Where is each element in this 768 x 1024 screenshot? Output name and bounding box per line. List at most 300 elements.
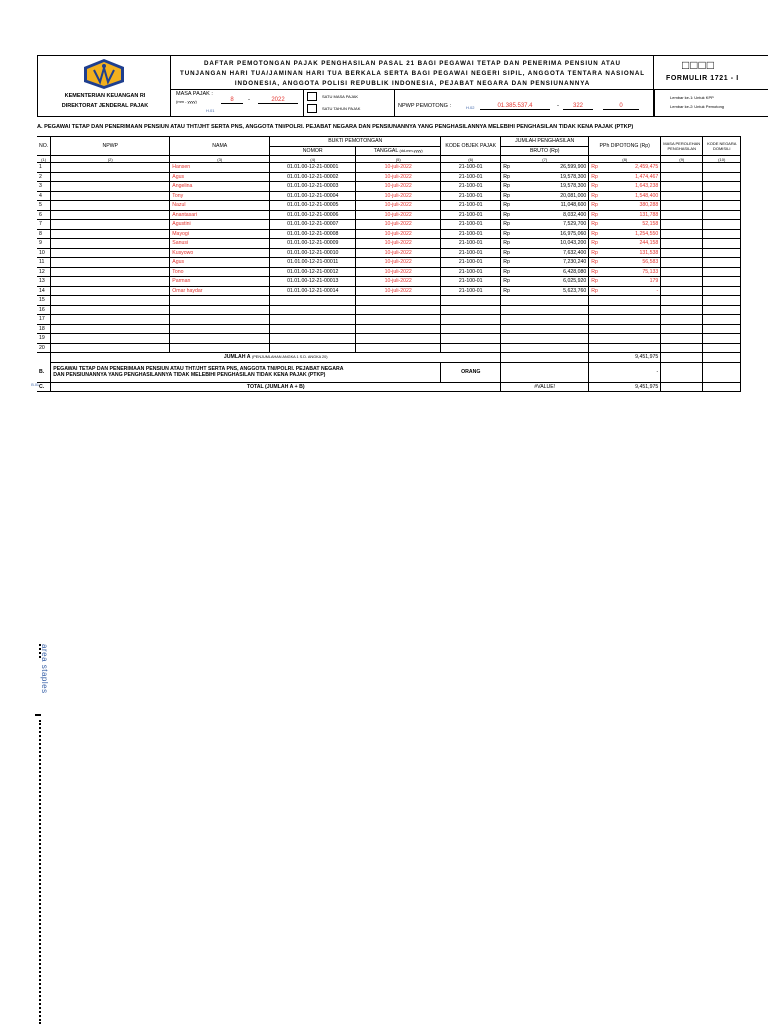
pph-currency: Rp bbox=[591, 183, 598, 190]
bruto-value: 19,578,300 bbox=[560, 173, 587, 180]
row-masa-cell[interactable] bbox=[661, 277, 703, 287]
row-negara-cell[interactable] bbox=[703, 343, 741, 353]
col-negara-header: KODE NEGARA DOMISILI bbox=[703, 137, 741, 156]
bruto-value: 19,578,300 bbox=[560, 183, 587, 190]
row-masa-cell[interactable] bbox=[661, 286, 703, 296]
row-nomor[interactable] bbox=[270, 343, 356, 353]
row-nomor[interactable] bbox=[270, 324, 356, 334]
row-nama[interactable] bbox=[170, 296, 270, 306]
row-pph[interactable] bbox=[589, 334, 661, 344]
row-nomor[interactable]: 01.01.00-12-21-00013 bbox=[270, 277, 356, 287]
npwp-zero-field[interactable]: 0 bbox=[603, 103, 639, 110]
row-kode[interactable]: 21-100-01 bbox=[441, 220, 501, 230]
table-row bbox=[37, 258, 741, 268]
row-negara-cell[interactable] bbox=[703, 172, 741, 182]
row-pph[interactable] bbox=[589, 277, 661, 287]
row-masa-cell[interactable] bbox=[661, 315, 703, 325]
row-nama[interactable] bbox=[170, 315, 270, 325]
row-kode[interactable]: 21-100-01 bbox=[441, 286, 501, 296]
row-bruto[interactable] bbox=[501, 267, 589, 277]
row-negara-cell[interactable] bbox=[703, 258, 741, 268]
row-negara-cell[interactable] bbox=[703, 248, 741, 258]
row-negara-cell[interactable] bbox=[703, 296, 741, 306]
row-kode[interactable]: 21-100-01 bbox=[441, 182, 501, 192]
row-nama[interactable] bbox=[170, 324, 270, 334]
row-nomor[interactable]: 01.01.00-12-21-00007 bbox=[270, 220, 356, 230]
lembar-2-value: : Untuk Pemotong bbox=[692, 104, 725, 109]
row-kode[interactable]: 21-100-01 bbox=[441, 163, 501, 173]
row-bruto[interactable] bbox=[501, 305, 589, 315]
header-logo-box bbox=[37, 55, 171, 117]
row-no: 1 bbox=[37, 163, 51, 173]
row-tanggal[interactable] bbox=[356, 296, 441, 306]
bruto-value: 6,025,920 bbox=[563, 278, 587, 285]
row-no: 19 bbox=[37, 334, 51, 344]
row-tanggal[interactable] bbox=[356, 324, 441, 334]
npwp-branch-field[interactable]: 322 bbox=[563, 103, 593, 110]
pph-currency: Rp bbox=[591, 278, 598, 285]
col-num-2: (2) bbox=[51, 156, 170, 163]
bruto-currency: Rp bbox=[503, 192, 510, 199]
row-pph[interactable] bbox=[589, 296, 661, 306]
col-num-3: (3) bbox=[170, 156, 270, 163]
row-bruto[interactable] bbox=[501, 163, 589, 173]
pph-currency: Rp bbox=[591, 230, 598, 237]
row-tanggal[interactable]: 10-juli-2022 bbox=[356, 267, 441, 277]
bruto-value: 5,623,760 bbox=[563, 287, 587, 294]
row-tanggal[interactable] bbox=[356, 305, 441, 315]
row-nomor[interactable]: 01.01.00-12-21-00014 bbox=[270, 286, 356, 296]
row-no: 20 bbox=[37, 343, 51, 353]
col-nomor-header: NOMOR bbox=[270, 146, 356, 156]
row-masa-cell[interactable] bbox=[661, 334, 703, 344]
section-b-row bbox=[37, 362, 741, 382]
row-npwp-cell[interactable] bbox=[51, 258, 170, 268]
row-npwp-cell[interactable] bbox=[51, 277, 170, 287]
row-kode[interactable]: 21-100-01 bbox=[441, 201, 501, 211]
section-b-negara bbox=[703, 362, 741, 382]
row-bruto[interactable] bbox=[501, 239, 589, 249]
row-pph[interactable] bbox=[589, 315, 661, 325]
pph-currency: Rp bbox=[591, 249, 598, 256]
staple-dotted-line bbox=[39, 720, 41, 1024]
row-npwp-cell[interactable] bbox=[51, 286, 170, 296]
row-bruto[interactable] bbox=[501, 191, 589, 201]
row-masa-cell[interactable] bbox=[661, 229, 703, 239]
form-code-boxes: □□□□ bbox=[682, 58, 715, 72]
row-kode[interactable] bbox=[441, 343, 501, 353]
row-nomor[interactable]: 01.01.00-12-21-00009 bbox=[270, 239, 356, 249]
row-npwp-cell[interactable] bbox=[51, 324, 170, 334]
row-masa-cell[interactable] bbox=[661, 210, 703, 220]
row-tanggal[interactable]: 10-juli-2022 bbox=[356, 210, 441, 220]
title-line-1: DAFTAR PEMOTONGAN PAJAK PENGHASILAN PASAL 21 BAGI PEGAWAI TETAP DAN PENERIMA PENSIUN ATAU bbox=[204, 60, 621, 67]
row-negara-cell[interactable] bbox=[703, 315, 741, 325]
row-masa-cell[interactable] bbox=[661, 324, 703, 334]
row-pph[interactable] bbox=[589, 172, 661, 182]
section-b-masa bbox=[661, 362, 703, 382]
bruto-value: 20,081,000 bbox=[560, 192, 587, 199]
bruto-currency: Rp bbox=[503, 202, 510, 209]
table-row bbox=[37, 315, 741, 325]
table-row bbox=[37, 220, 741, 230]
row-bruto[interactable] bbox=[501, 258, 589, 268]
row-nama[interactable]: Agus bbox=[170, 258, 270, 268]
bruto-currency: Rp bbox=[503, 173, 510, 180]
row-no: 18 bbox=[37, 324, 51, 334]
row-tanggal[interactable]: 10-juli-2022 bbox=[356, 258, 441, 268]
row-masa-cell[interactable] bbox=[661, 182, 703, 192]
row-kode[interactable] bbox=[441, 334, 501, 344]
row-npwp-cell[interactable] bbox=[51, 334, 170, 344]
pph-currency: Rp bbox=[591, 221, 598, 228]
row-bruto[interactable] bbox=[501, 248, 589, 258]
row-negara-cell[interactable] bbox=[703, 229, 741, 239]
bruto-currency: Rp bbox=[503, 183, 510, 190]
row-pph[interactable] bbox=[589, 324, 661, 334]
row-negara-cell[interactable] bbox=[703, 201, 741, 211]
row-bruto[interactable] bbox=[501, 334, 589, 344]
row-tanggal[interactable]: 10-juli-2022 bbox=[356, 163, 441, 173]
row-nama[interactable]: Tono bbox=[170, 267, 270, 277]
bruto-value: 6,428,080 bbox=[563, 268, 587, 275]
row-bruto[interactable] bbox=[501, 220, 589, 230]
row-masa-cell[interactable] bbox=[661, 201, 703, 211]
jumlah-a-negara bbox=[703, 353, 741, 363]
jumlah-a-label-cell bbox=[51, 353, 501, 363]
row-nama[interactable] bbox=[170, 343, 270, 353]
row-kode[interactable] bbox=[441, 305, 501, 315]
row-bruto[interactable] bbox=[501, 296, 589, 306]
masa-year-field[interactable]: 2022 bbox=[258, 97, 298, 104]
row-no: 5 bbox=[37, 201, 51, 211]
bruto-currency: Rp bbox=[503, 287, 510, 294]
section-b-text-1: PEGAWAI TETAP DAN PENERIMAAN PENSIUN ATAU THT/JHT SERTA PNS, ANGGOTA TNI/POLRI. PEJABAT NEGARA bbox=[53, 366, 344, 372]
row-nama[interactable]: Nazul bbox=[170, 201, 270, 211]
section-b-unit-cell bbox=[441, 362, 501, 382]
col-jumlah-header: JUMLAH PENGHASILAN bbox=[501, 137, 589, 147]
row-kode[interactable]: 21-100-01 bbox=[441, 277, 501, 287]
section-b-letter: B. bbox=[37, 362, 51, 382]
row-bruto[interactable] bbox=[501, 277, 589, 287]
row-negara-cell[interactable] bbox=[703, 324, 741, 334]
row-nama[interactable]: Anantasari bbox=[170, 210, 270, 220]
col-masa-header: MASA PEROLEHAN PENGHASILAN bbox=[661, 137, 703, 156]
bruto-currency: Rp bbox=[503, 211, 510, 218]
npwp-dash: - bbox=[557, 103, 559, 109]
row-tanggal[interactable]: 10-juli-2022 bbox=[356, 191, 441, 201]
row-kode[interactable]: 21-100-01 bbox=[441, 239, 501, 249]
row-pph[interactable] bbox=[589, 305, 661, 315]
row-bruto[interactable] bbox=[501, 201, 589, 211]
pph-currency: Rp bbox=[591, 164, 598, 171]
row-nomor[interactable] bbox=[270, 334, 356, 344]
tanggal-format: (dd-mm-yyyy) bbox=[399, 148, 423, 153]
jumlah-a-blank bbox=[37, 353, 51, 363]
row-masa-cell[interactable] bbox=[661, 258, 703, 268]
row-bruto[interactable] bbox=[501, 182, 589, 192]
row-masa-cell[interactable] bbox=[661, 191, 703, 201]
masa-dash: - bbox=[248, 97, 250, 103]
row-kode[interactable]: 21-100-01 bbox=[441, 210, 501, 220]
row-negara-cell[interactable] bbox=[703, 191, 741, 201]
table-row bbox=[37, 172, 741, 182]
table-row bbox=[37, 286, 741, 296]
row-tanggal[interactable]: 10-juli-2022 bbox=[356, 172, 441, 182]
row-negara-cell[interactable] bbox=[703, 267, 741, 277]
row-nama[interactable] bbox=[170, 305, 270, 315]
row-npwp-cell[interactable] bbox=[51, 305, 170, 315]
row-kode[interactable]: 21-100-01 bbox=[441, 229, 501, 239]
row-tanggal[interactable]: 10-juli-2022 bbox=[356, 239, 441, 249]
row-pph[interactable] bbox=[589, 258, 661, 268]
row-npwp-cell[interactable] bbox=[51, 210, 170, 220]
pph-value: 75,133 bbox=[642, 268, 659, 275]
table-row bbox=[37, 163, 741, 173]
row-negara-cell[interactable] bbox=[703, 334, 741, 344]
pph-currency: Rp bbox=[591, 173, 598, 180]
table-row bbox=[37, 239, 741, 249]
jumlah-a-note: (PENJUMLAHAN ANGKA 1 S.D. ANGKA 20) bbox=[251, 355, 328, 360]
row-nomor[interactable]: 01.01.00-12-21-00003 bbox=[270, 182, 356, 192]
satu-masa-label: SATU MASA PAJAK bbox=[322, 94, 359, 99]
pph-currency: Rp bbox=[591, 192, 598, 199]
row-masa-cell[interactable] bbox=[661, 163, 703, 173]
bruto-value: 26,599,900 bbox=[560, 164, 587, 171]
row-nomor[interactable]: 01.01.00-12-21-00004 bbox=[270, 191, 356, 201]
row-tanggal[interactable] bbox=[356, 334, 441, 344]
row-tanggal[interactable]: 10-juli-2022 bbox=[356, 286, 441, 296]
row-negara-cell[interactable] bbox=[703, 305, 741, 315]
section-a-title: A. PEGAWAI TETAP DAN PENERIMAAN PENSIUN ATAU THT/JHT SERTA PNS, ANGGOTA TNI/POLRI. PEJABAT NEGARA DAN PENSIUNANNYA YANG PENGHASILANNYA MELEBIHI PENGHASILAN TIDAK KENA PAJAK (PTKP) bbox=[37, 124, 634, 130]
table-row bbox=[37, 267, 741, 277]
kemenkeu-logo bbox=[80, 58, 128, 90]
table-row bbox=[37, 191, 741, 201]
total-pph: 9,451,975 bbox=[589, 382, 661, 392]
row-nomor[interactable]: 01.01.00-12-21-00012 bbox=[270, 267, 356, 277]
row-npwp-cell[interactable] bbox=[51, 267, 170, 277]
row-pph[interactable] bbox=[589, 220, 661, 230]
row-tanggal[interactable] bbox=[356, 315, 441, 325]
row-kode[interactable]: 21-100-01 bbox=[441, 248, 501, 258]
row-npwp-cell[interactable] bbox=[51, 172, 170, 182]
row-pph[interactable] bbox=[589, 343, 661, 353]
row-pph[interactable] bbox=[589, 210, 661, 220]
total-negara bbox=[703, 382, 741, 392]
row-nama[interactable]: Omar haydar bbox=[170, 286, 270, 296]
row-kode[interactable]: 21-100-01 bbox=[441, 172, 501, 182]
row-pph[interactable] bbox=[589, 248, 661, 258]
table-row bbox=[37, 277, 741, 287]
tanggal-label: TANGGAL bbox=[373, 147, 399, 154]
table-row bbox=[37, 182, 741, 192]
row-npwp-cell[interactable] bbox=[51, 343, 170, 353]
row-pph[interactable] bbox=[589, 191, 661, 201]
row-nomor[interactable]: 01.01.00-12-21-00008 bbox=[270, 229, 356, 239]
row-pph[interactable] bbox=[589, 182, 661, 192]
row-masa-cell[interactable] bbox=[661, 172, 703, 182]
row-negara-cell[interactable] bbox=[703, 286, 741, 296]
row-pph[interactable] bbox=[589, 229, 661, 239]
col-bukti-header: BUKTI PEMOTONGAN bbox=[270, 137, 441, 147]
bruto-currency: Rp bbox=[503, 249, 510, 256]
table-row bbox=[37, 248, 741, 258]
masa-month-field[interactable]: 8 bbox=[221, 97, 243, 104]
row-tanggal[interactable]: 10-juli-2022 bbox=[356, 182, 441, 192]
row-bruto[interactable] bbox=[501, 286, 589, 296]
row-npwp-cell[interactable] bbox=[51, 296, 170, 306]
row-nama[interactable]: Sanusi bbox=[170, 239, 270, 249]
row-kode[interactable]: 21-100-01 bbox=[441, 267, 501, 277]
satu-tahun-checkbox[interactable] bbox=[307, 104, 317, 113]
pph-value: 1,474,467 bbox=[635, 173, 659, 180]
row-npwp-cell[interactable] bbox=[51, 229, 170, 239]
row-nomor[interactable]: 01.01.00-12-21-00006 bbox=[270, 210, 356, 220]
bruto-currency: Rp bbox=[503, 230, 510, 237]
section-b-bruto bbox=[501, 362, 589, 382]
row-nomor[interactable] bbox=[270, 296, 356, 306]
row-nomor[interactable] bbox=[270, 315, 356, 325]
col-num-10: (10) bbox=[703, 156, 741, 163]
bruto-value: 10,043,200 bbox=[560, 240, 587, 247]
section-b-pph: - bbox=[589, 362, 661, 382]
row-kode[interactable] bbox=[441, 296, 501, 306]
pph-currency: Rp bbox=[591, 240, 598, 247]
jumlah-a-masa bbox=[661, 353, 703, 363]
row-masa-cell[interactable] bbox=[661, 239, 703, 249]
row-nama[interactable]: Hansen bbox=[170, 163, 270, 173]
row-npwp-cell[interactable] bbox=[51, 163, 170, 173]
row-nomor[interactable] bbox=[270, 305, 356, 315]
row-nomor[interactable]: 01.01.00-12-21-00010 bbox=[270, 248, 356, 258]
row-masa-cell[interactable] bbox=[661, 305, 703, 315]
pph-currency: Rp bbox=[591, 268, 598, 275]
row-bruto[interactable] bbox=[501, 343, 589, 353]
col-no-header: NO. bbox=[37, 137, 51, 156]
row-npwp-cell[interactable] bbox=[51, 201, 170, 211]
row-npwp-cell[interactable] bbox=[51, 315, 170, 325]
row-npwp-cell[interactable] bbox=[51, 182, 170, 192]
row-nama[interactable] bbox=[170, 334, 270, 344]
row-negara-cell[interactable] bbox=[703, 239, 741, 249]
row-nomor[interactable]: 01.01.00-12-21-00011 bbox=[270, 258, 356, 268]
row-masa-cell[interactable] bbox=[661, 248, 703, 258]
row-pph[interactable] bbox=[589, 201, 661, 211]
row-bruto[interactable] bbox=[501, 229, 589, 239]
row-nama[interactable]: Angelina bbox=[170, 182, 270, 192]
row-masa-cell[interactable] bbox=[661, 267, 703, 277]
bruto-value: 11,048,600 bbox=[560, 202, 587, 209]
row-negara-cell[interactable] bbox=[703, 182, 741, 192]
npwp-pemotong-label: NPWP PEMOTONG : bbox=[398, 103, 451, 109]
pph-value: 131,788 bbox=[639, 211, 659, 218]
title-line-2: TUNJANGAN HARI TUA/JAMINAN HARI TUA BERKALA SERTA BAGI PEGAWAI NEGERI SIPIL, ANGGOTA TENTARA NASIONAL bbox=[180, 70, 645, 77]
bruto-value: 16,975,060 bbox=[560, 230, 587, 237]
pph-value: 380,288 bbox=[639, 202, 659, 209]
h01-code: H.01 bbox=[206, 108, 215, 113]
title-line-3: INDONESIA, ANGGOTA POLISI REPUBLIK INDONESIA, PEJABAT NEGARA DAN PENSIUNANNYA bbox=[234, 80, 591, 87]
col-num-1: (1) bbox=[37, 156, 51, 163]
pph-value: 52,158 bbox=[642, 221, 659, 228]
row-negara-cell[interactable] bbox=[703, 210, 741, 220]
row-kode[interactable] bbox=[441, 315, 501, 325]
section-b-text-2: DAN PENSIUNANNYA YANG PENGHASILANNYA TIDAK MELEBIHI PENGHASILAN TIDAK KENA PAJAK (PTKP) bbox=[53, 372, 326, 378]
row-bruto[interactable] bbox=[501, 172, 589, 182]
row-kode[interactable]: 21-100-01 bbox=[441, 258, 501, 268]
table-row bbox=[37, 334, 741, 344]
row-pph[interactable] bbox=[589, 286, 661, 296]
pph-currency: Rp bbox=[591, 211, 598, 218]
row-tanggal[interactable] bbox=[356, 343, 441, 353]
row-no: 15 bbox=[37, 296, 51, 306]
row-tanggal[interactable]: 10-juli-2022 bbox=[356, 201, 441, 211]
row-nomor[interactable]: 01.01.00-12-21-00005 bbox=[270, 201, 356, 211]
bruto-value: 7,230,240 bbox=[563, 259, 587, 266]
row-masa-cell[interactable] bbox=[661, 343, 703, 353]
row-bruto[interactable] bbox=[501, 315, 589, 325]
jumlah-a-row bbox=[37, 353, 741, 363]
row-kode[interactable] bbox=[441, 324, 501, 334]
row-tanggal[interactable]: 10-juli-2022 bbox=[356, 248, 441, 258]
row-masa-cell[interactable] bbox=[661, 296, 703, 306]
lembar-1-label: Lembar ke-1 bbox=[670, 95, 693, 100]
row-nama[interactable]: Agus bbox=[170, 172, 270, 182]
row-masa-cell[interactable] bbox=[661, 220, 703, 230]
pph-currency: Rp bbox=[591, 202, 598, 209]
table-row bbox=[37, 201, 741, 211]
row-tanggal[interactable]: 10-juli-2022 bbox=[356, 220, 441, 230]
row-npwp-cell[interactable] bbox=[51, 191, 170, 201]
row-nama[interactable]: Kusyowo bbox=[170, 248, 270, 258]
row-nama[interactable]: Parman bbox=[170, 277, 270, 287]
row-nama[interactable]: Tony bbox=[170, 191, 270, 201]
jumlah-a-bruto bbox=[501, 353, 589, 363]
row-nama[interactable]: Mayogi bbox=[170, 229, 270, 239]
col-num-4: (4) bbox=[270, 156, 356, 163]
row-nama[interactable]: Agustini bbox=[170, 220, 270, 230]
row-no: 6 bbox=[37, 210, 51, 220]
pph-value: 1,643,238 bbox=[635, 183, 659, 190]
bruto-currency: Rp bbox=[503, 240, 510, 247]
row-pph[interactable] bbox=[589, 163, 661, 173]
table-row bbox=[37, 343, 741, 353]
pph-value: 244,158 bbox=[639, 240, 659, 247]
col-num-8: (8) bbox=[589, 156, 661, 163]
bruto-value: 7,529,700 bbox=[563, 221, 587, 228]
pph-value: - bbox=[656, 287, 659, 294]
row-npwp-cell[interactable] bbox=[51, 248, 170, 258]
row-negara-cell[interactable] bbox=[703, 277, 741, 287]
row-no: 7 bbox=[37, 220, 51, 230]
row-bruto[interactable] bbox=[501, 324, 589, 334]
col-pph-header: PPh DIPOTONG (Rp) bbox=[589, 137, 661, 156]
npwp-main-field[interactable]: 01.385.537.4 bbox=[480, 103, 550, 110]
row-npwp-cell[interactable] bbox=[51, 239, 170, 249]
ministry-name: KEMENTERIAN KEUANGAN RI bbox=[64, 93, 146, 99]
row-tanggal[interactable]: 10-juli-2022 bbox=[356, 277, 441, 287]
row-nomor[interactable]: 01.01.00-12-21-00002 bbox=[270, 172, 356, 182]
satu-masa-checkbox[interactable] bbox=[307, 92, 317, 101]
row-npwp-cell[interactable] bbox=[51, 220, 170, 230]
row-tanggal[interactable]: 10-juli-2022 bbox=[356, 229, 441, 239]
row-negara-cell[interactable] bbox=[703, 220, 741, 230]
row-kode[interactable]: 21-100-01 bbox=[441, 191, 501, 201]
row-nomor[interactable]: 01.01.00-12-21-00001 bbox=[270, 163, 356, 173]
row-bruto[interactable] bbox=[501, 210, 589, 220]
row-negara-cell[interactable] bbox=[703, 163, 741, 173]
row-pph[interactable] bbox=[589, 239, 661, 249]
row-pph[interactable] bbox=[589, 267, 661, 277]
